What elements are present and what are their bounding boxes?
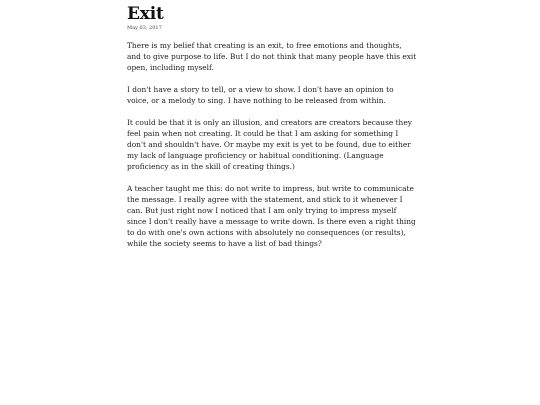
paragraph-2: I don't have a story to tell, or a view to show. I don't have an opinion to voice, or a melody to sing. I have nothing to be released from within. xyxy=(127,85,394,105)
post-title: Exit xyxy=(127,4,164,24)
blog-post xyxy=(127,4,417,260)
paragraph-1: There is my belief that creating is an exit, to free emotions and thoughts, and to give purpose to life. But I do not think that many people have this exit open, including myself. xyxy=(127,41,417,72)
paragraph-4: A teacher taught me this: do not write to impress, but write to communicate the message. I really agree with the statement, and stick to it whenever I can. But just right now I noticed that I am only trying to impress myself since I don't really have a message to write down. Is there even a right thing to do with one's own actions with absolutely no consequences (or results), while the society seems to have a list of bad things? xyxy=(127,184,416,248)
paragraph-3: It could be that it is only an illusion, and creators are creators because they feel pain when not creating. It could be that I am asking for something I don't and shouldn't have. Or maybe my exit is yet to be found, due to either my lack of language proficiency or habitual conditioning. (Language proficiency as in the skill of creating things.) xyxy=(127,118,412,171)
post-date: May 03, 2017 xyxy=(127,25,162,31)
post-body xyxy=(127,40,417,249)
